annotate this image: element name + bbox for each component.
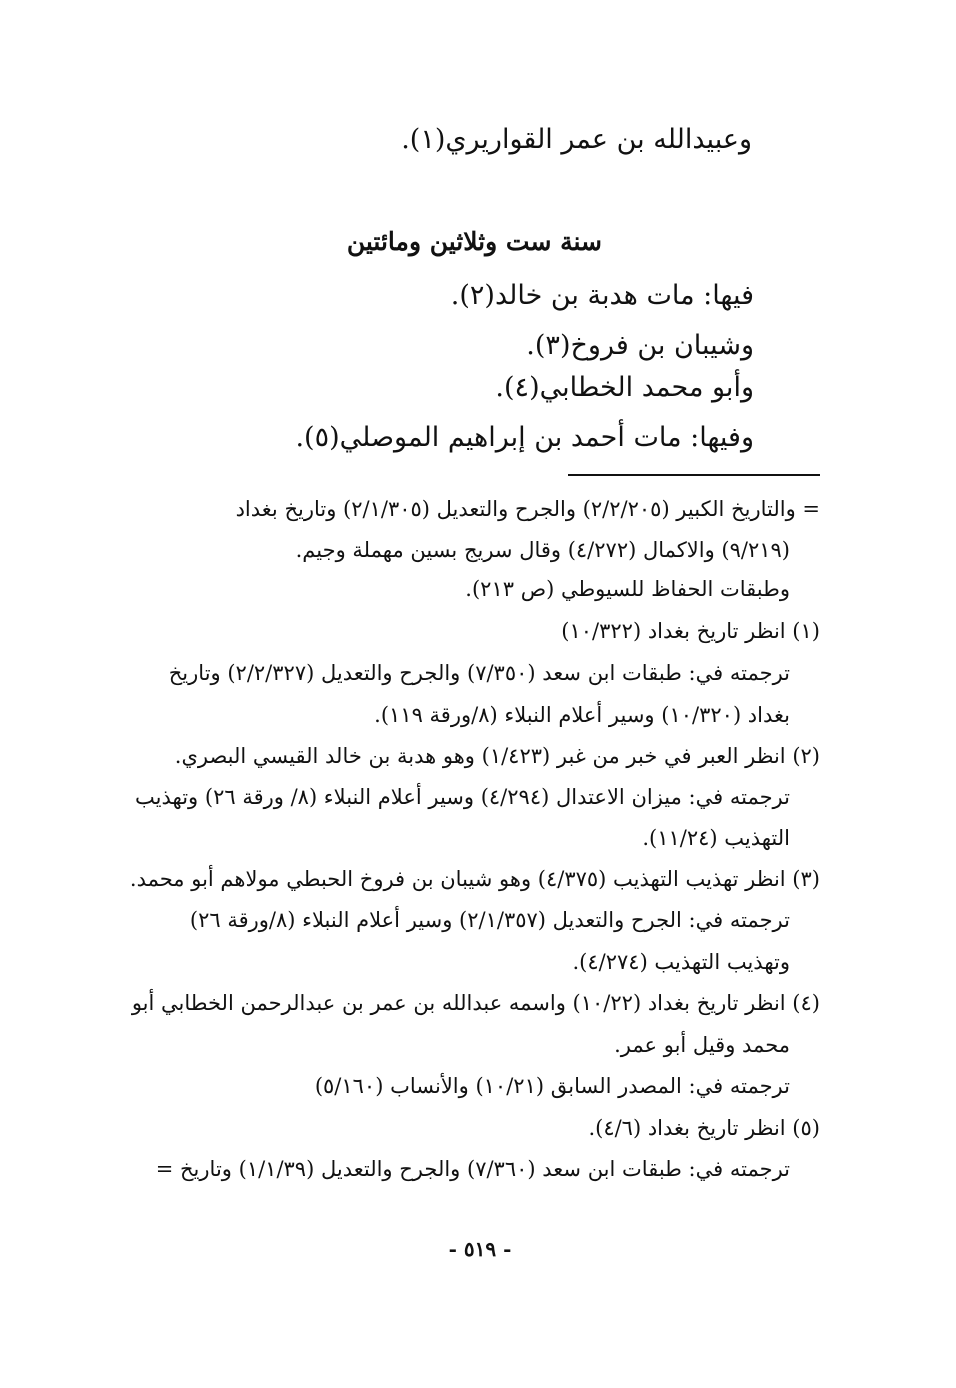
footnote-line: ترجمته في: ميزان الاعتدال (٤/٢٩٤) وسير أعلام النبلاء (٨/ ورقة ٢٦) وتهذيب	[135, 785, 790, 809]
footnote-line: ترجمته في: طبقات ابن سعد (٧/٣٦٠) والجرح والتعديل (١/١/٣٩) وتاريخ =	[155, 1157, 790, 1181]
footnote-line: (٥) انظر تاريخ بغداد (٤/٦).	[588, 1116, 820, 1140]
footnote-line: التهذيب (١١/٢٤).	[642, 826, 790, 850]
footnote-line: = والتاريخ الكبير (٢/٢/٢٠٥) والجرح والتعديل (٢/١/٣٠٥) وتاريخ بغداد	[235, 497, 820, 521]
footnote-line: (٣) انظر تهذيب التهذيب (٤/٣٧٥) وهو شيبان بن فروخ الحبطي مولاهم أبو محمد.	[129, 867, 820, 891]
footnote-line: (٢) انظر العبر في خبر من غبر (١/٤٢٣) وهو هدبة بن خالد القيسي البصري.	[174, 744, 820, 768]
footnote-line: ترجمته في: الجرح والتعديل (٢/١/٣٥٧) وسير أعلام النبلاء (٨/ورقة ٢٦)	[189, 908, 790, 932]
footnote-line: ترجمته في: طبقات ابن سعد (٧/٣٥٠) والجرح والتعديل (٢/٢/٣٢٧) وتاريخ	[168, 661, 790, 685]
footnote-line: (٩/٢١٩) والاكمال (٤/٢٧٢) وقال سريج بسين مهملة وجيم.	[295, 538, 790, 562]
section-heading: سنة ست وثلاثين ومائتين	[346, 227, 602, 256]
footnote-line: بغداد (١٠/٣٢٠) وسير أعلام النبلاء (٨/ورقة ١١٩).	[374, 703, 790, 727]
footnote-line: وطبقات الحفاظ للسيوطي (ص ٢١٣).	[465, 577, 790, 601]
footnote-separator	[568, 474, 820, 476]
footnote-line: ترجمته في: المصدر السابق (١٠/٢١) والأنساب (٥/١٦٠)	[314, 1074, 790, 1098]
main-line-1: وعبيدالله بن عمر القواريري(١).	[401, 124, 752, 155]
footnote-line: محمد وقيل أبو عمر.	[614, 1033, 790, 1057]
page-number: - ٥١٩ -	[448, 1237, 512, 1261]
footnote-line: وتهذيب التهذيب (٤/٢٧٤).	[572, 950, 790, 974]
footnote-line: (٤) انظر تاريخ بغداد (١٠/٢٢) واسمه عبدالله بن عمر بن عبدالرحمن الخطابي أبو	[131, 991, 820, 1015]
footnote-line: (١) انظر تاريخ بغداد (١٠/٣٢٢)	[561, 619, 820, 643]
main-line-3: وشيبان بن فروخ(٣).	[526, 330, 754, 361]
main-line-4: وأبو محمد الخطابي(٤).	[495, 372, 754, 403]
main-line-5: وفيها: مات أحمد بن إبراهيم الموصلي(٥).	[295, 422, 754, 453]
main-line-2: فيها: مات هدبة بن خالد(٢).	[450, 280, 754, 311]
